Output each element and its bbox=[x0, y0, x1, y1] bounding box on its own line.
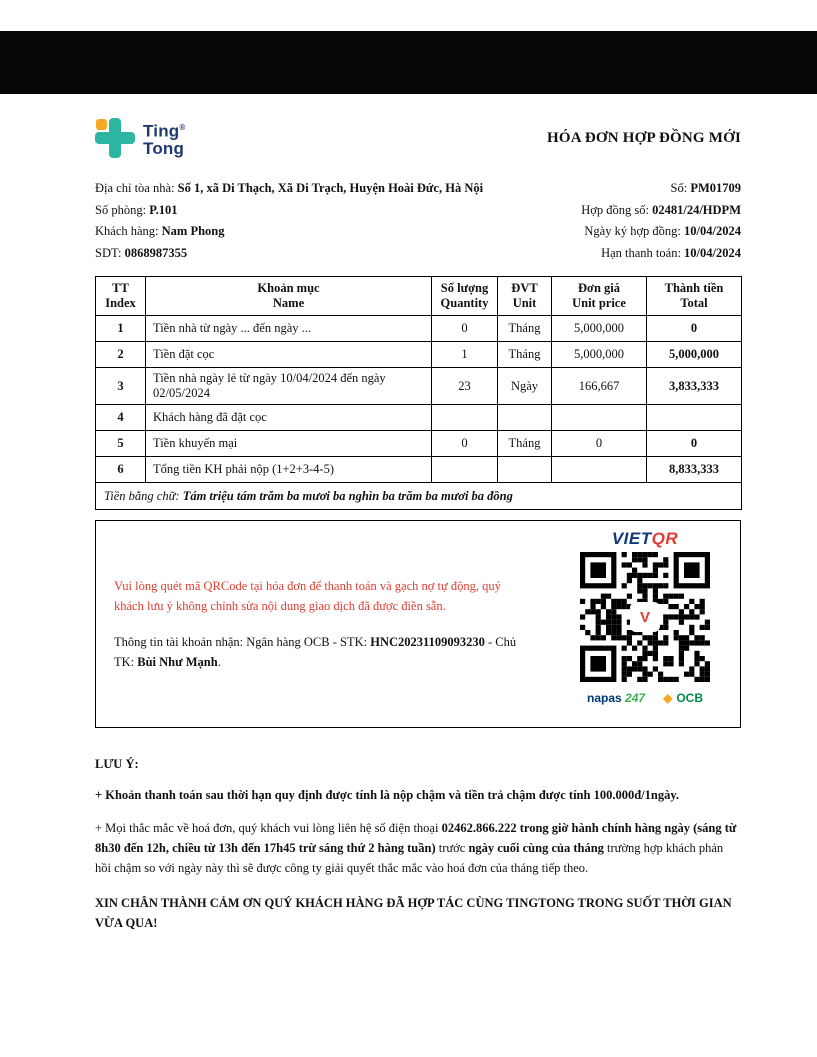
cell-unit bbox=[498, 405, 552, 431]
table-row bbox=[96, 405, 742, 431]
table-row bbox=[96, 431, 742, 457]
table-row bbox=[96, 316, 742, 342]
room-number-label: Số phòng: bbox=[95, 202, 150, 217]
cell-quantity: 1 bbox=[432, 342, 498, 368]
tingtong-logo-icon bbox=[95, 118, 135, 158]
col-header-line: ĐVT bbox=[511, 281, 538, 295]
vietqr-logo bbox=[612, 529, 678, 549]
table-header bbox=[96, 277, 742, 316]
cell-unit: Tháng bbox=[498, 431, 552, 457]
phone-value: 0868987355 bbox=[124, 245, 188, 260]
cell-unit: Tháng bbox=[498, 342, 552, 368]
cell-unit: Ngày bbox=[498, 368, 552, 405]
cell-quantity: 23 bbox=[432, 368, 498, 405]
cell-unit-price: 5,000,000 bbox=[552, 316, 647, 342]
cell-unit-price bbox=[552, 405, 647, 431]
contract-number-value: 02481/24/HDPM bbox=[652, 202, 741, 217]
col-header-unit-price bbox=[552, 277, 647, 316]
cell-name: Tiền khuyến mại bbox=[146, 431, 432, 457]
col-header-line: Đơn giá bbox=[578, 281, 620, 295]
room-number-value: P.101 bbox=[149, 202, 178, 217]
col-header-line: Total bbox=[680, 296, 708, 310]
invoice-header bbox=[95, 112, 741, 164]
account-number: HNC20231109093230 bbox=[370, 635, 485, 649]
phone-label: SDT: bbox=[95, 245, 125, 260]
qr-warning-text: Vui lòng quét mã QRCode tại hóa đơn để thanh toán và gạch nợ tự động, quý khách lưu ý không chỉnh sửa nội dung giao dịch đã được điền sẵn. bbox=[114, 579, 501, 613]
table-row bbox=[96, 368, 742, 405]
col-header-quantity bbox=[432, 277, 498, 316]
amount-in-words-label: Tiền bằng chữ: bbox=[104, 488, 183, 503]
cell-total: 3,833,333 bbox=[647, 368, 742, 405]
thank-you-text: XIN CHÂN THÀNH CẢM ƠN QUÝ KHÁCH HÀNG ĐÃ HỢP TÁC CÙNG TINGTONG TRONG SUỐT THỜI GIAN VỪA QUA! bbox=[95, 896, 732, 930]
building-address-row bbox=[95, 178, 490, 200]
contract-number-label: Hợp đồng số: bbox=[581, 202, 653, 217]
table-row-grand-total bbox=[96, 457, 742, 483]
tingtong-logo-text bbox=[143, 119, 185, 157]
logo-word-tong: Tong bbox=[143, 138, 185, 158]
amount-in-words-value: Tám triệu tám trăm ba mươi ba nghìn ba trăm ba mươi ba đồng bbox=[182, 488, 513, 503]
cell-index: 6 bbox=[96, 457, 146, 483]
invoice-table bbox=[95, 276, 742, 510]
invoice-info bbox=[95, 178, 741, 264]
customer-row bbox=[95, 221, 490, 243]
payment-box bbox=[95, 520, 741, 728]
cell-index: 4 bbox=[96, 405, 146, 431]
col-header-name bbox=[146, 277, 432, 316]
col-header-line: Quantity bbox=[440, 296, 489, 310]
note-late-payment: + Khoản thanh toán sau thời hạn quy định được tính là nộp chậm và tiền trả chậm được tính 100.000đ/1ngày. bbox=[95, 788, 680, 802]
invoice-number-row bbox=[581, 178, 741, 200]
due-date-label: Hạn thanh toán: bbox=[601, 245, 685, 260]
logo-line-1 bbox=[143, 119, 185, 140]
cell-index: 1 bbox=[96, 316, 146, 342]
cell-name: Tổng tiền KH phải nộp (1+2+3-4-5) bbox=[146, 457, 432, 483]
account-info-text bbox=[114, 632, 532, 672]
invoice-number-value: PM01709 bbox=[690, 181, 741, 195]
cell-quantity bbox=[432, 405, 498, 431]
col-header-line: Unit bbox=[512, 296, 537, 310]
invoice-number-label: Số: bbox=[670, 181, 691, 195]
col-header-line: Name bbox=[272, 296, 305, 310]
vietqr-word-viet: VIET bbox=[611, 529, 652, 548]
note-contact-deadline: ngày cuối cùng của tháng bbox=[468, 841, 604, 855]
col-header-unit bbox=[498, 277, 552, 316]
col-header-line: Unit price bbox=[572, 296, 626, 310]
cell-total: 0 bbox=[647, 431, 742, 457]
room-number-row bbox=[95, 200, 490, 222]
cell-grand-total: 8,833,333 bbox=[647, 457, 742, 483]
table-row bbox=[96, 342, 742, 368]
cell-quantity: 0 bbox=[432, 431, 498, 457]
contract-number-row bbox=[581, 200, 741, 222]
info-right-column bbox=[581, 178, 741, 264]
ocb-diamond-icon: ◆ bbox=[663, 691, 673, 705]
info-left-column bbox=[95, 178, 490, 264]
ocb-wordmark: OCB bbox=[676, 691, 703, 705]
napas-wordmark: napas bbox=[587, 691, 622, 705]
napas-247-logo bbox=[587, 691, 645, 705]
due-date-row bbox=[581, 243, 741, 265]
cell-total: 5,000,000 bbox=[647, 342, 742, 368]
phone-row bbox=[95, 243, 490, 265]
customer-value: Nam Phong bbox=[161, 224, 225, 238]
vietqr-word-qr: QR bbox=[651, 529, 679, 548]
col-header-line: Index bbox=[105, 296, 136, 310]
cell-quantity bbox=[432, 457, 498, 483]
napas-247-mark: 247 bbox=[625, 691, 646, 705]
holder-label: - Chủ TK: bbox=[114, 635, 517, 669]
note-contact-part: trường hợp khách phản hồi chậm so với ngày này thì sẽ được công ty giải quyết thắc mắc vào hoá đơn của tháng tiếp theo. bbox=[95, 841, 724, 875]
ocb-logo bbox=[663, 691, 703, 705]
cell-unit-price: 166,667 bbox=[552, 368, 647, 405]
vietqr-v-mark-icon: V bbox=[632, 604, 658, 630]
invoice-title: HÓA ĐƠN HỢP ĐỒNG MỚI bbox=[546, 129, 741, 146]
cell-unit-price bbox=[552, 457, 647, 483]
sentence-end: . bbox=[217, 655, 221, 669]
contract-date-value: 10/04/2024 bbox=[684, 224, 741, 238]
note-contact-part: trước bbox=[435, 841, 469, 855]
cell-unit-price: 5,000,000 bbox=[552, 342, 647, 368]
cell-name: Tiền nhà từ ngày ... đến ngày ... bbox=[146, 316, 432, 342]
cell-index: 5 bbox=[96, 431, 146, 457]
table-header-row bbox=[96, 277, 742, 316]
col-header-total bbox=[647, 277, 742, 316]
payment-network-logos bbox=[587, 691, 703, 705]
amount-in-words-row bbox=[96, 483, 742, 510]
notes-title: LƯU Ý: bbox=[95, 757, 139, 771]
col-header-line: Số lượng bbox=[440, 281, 489, 295]
contract-date-label: Ngày ký hợp đồng: bbox=[584, 224, 685, 238]
cell-name: Khách hàng đã đặt cọc bbox=[146, 405, 432, 431]
notes-section bbox=[95, 754, 741, 933]
top-black-banner bbox=[0, 31, 817, 94]
cell-quantity: 0 bbox=[432, 316, 498, 342]
customer-label: Khách hàng: bbox=[95, 224, 162, 238]
cell-unit-price: 0 bbox=[552, 431, 647, 457]
col-header-line: TT bbox=[112, 281, 129, 295]
contract-date-row bbox=[581, 221, 741, 243]
qr-code bbox=[580, 552, 710, 682]
note-contact-phone: 02462.866.222 trong giờ hành chính hàng ngày (sáng từ 8h30 đến 12h, chiều từ 13h đến 17h45 trừ sáng thứ 2 hàng tuần) bbox=[95, 821, 737, 855]
cell-index: 3 bbox=[96, 368, 146, 405]
col-header-line: Thành tiền bbox=[664, 281, 724, 295]
logo-word-ting: Ting bbox=[143, 121, 180, 141]
cell-name: Tiền nhà ngày lẻ từ ngày 10/04/2024 đến ngày 02/05/2024 bbox=[146, 368, 432, 405]
cell-unit: Tháng bbox=[498, 316, 552, 342]
col-header-index bbox=[96, 277, 146, 316]
account-label: Thông tin tài khoản nhận: Ngân hàng OCB - STK: bbox=[114, 635, 371, 649]
tingtong-logo bbox=[95, 118, 185, 158]
qr-column bbox=[550, 521, 740, 727]
note-contact bbox=[95, 818, 741, 878]
building-address-label: Địa chỉ tòa nhà: bbox=[95, 181, 178, 195]
cell-total: 0 bbox=[647, 316, 742, 342]
cell-index: 2 bbox=[96, 342, 146, 368]
cell-unit bbox=[498, 457, 552, 483]
registered-mark: ® bbox=[179, 123, 186, 133]
amount-in-words bbox=[96, 483, 742, 510]
invoice-content bbox=[95, 112, 741, 933]
cell-total bbox=[647, 405, 742, 431]
payment-text-column bbox=[96, 521, 550, 727]
col-header-line: Khoản mục bbox=[257, 281, 320, 295]
note-contact-part: + Mọi thắc mắc về hoá đơn, quý khách vui lòng liên hệ số điện thoại bbox=[95, 821, 442, 835]
due-date-value: 10/04/2024 bbox=[684, 245, 741, 260]
building-address-value: Số 1, xã Di Thạch, Xã Di Trạch, Huyện Hoài Đức, Hà Nội bbox=[177, 181, 484, 195]
cell-name: Tiền đặt cọc bbox=[146, 342, 432, 368]
holder-name: Bùi Như Mạnh bbox=[137, 655, 218, 669]
table-body bbox=[96, 316, 742, 510]
